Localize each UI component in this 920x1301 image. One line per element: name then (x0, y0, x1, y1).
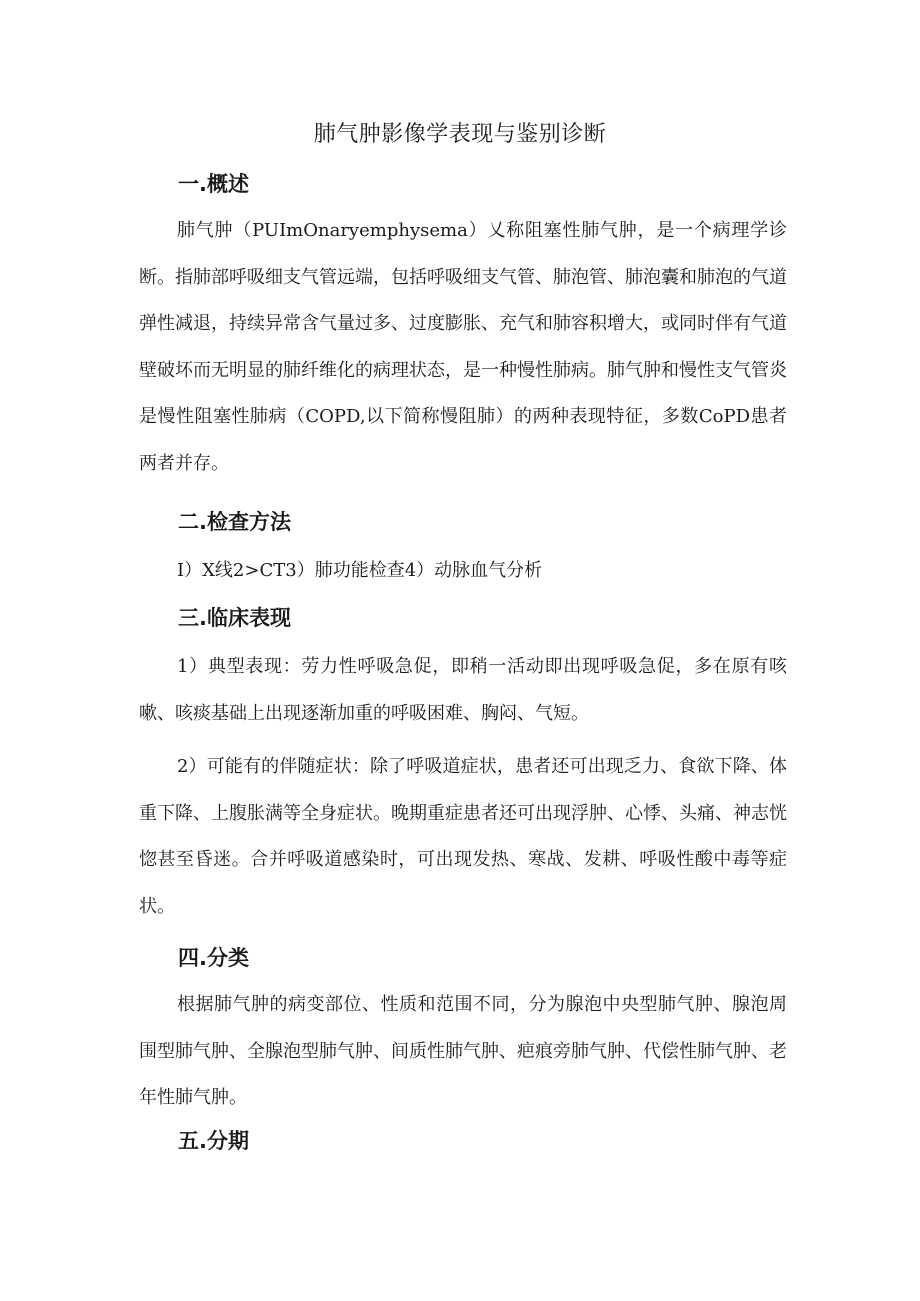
methods-paragraph: I）X线2>CT3）肺功能检查4）动脉血气分析 (177, 560, 543, 581)
section-heading-classification: 四.分类 (178, 946, 249, 970)
section-heading-clinical: 三.临床表现 (178, 606, 291, 630)
overview-paragraph: 肺气肿（PUImOnaryemphysema）乂称阻塞性肺气肿，是一个病理学诊断。指肺部呼吸细支气管远端，包括呼吸细支气管、肺泡管、肺泡囊和肺泡的气道弹性减退，持续异常含气量过多、过度膨胀、充气和肺容积增大，或同时伴有气道壁破坏而无明显的肺纤维化的病理状态，是一种慢性肺病。肺气肿和慢性支气管炎是慢性阻塞性肺病（COPD,以下简称慢阻肺）的两种表现特征，多数CoPD患者两者并存。 (139, 220, 787, 474)
clinical-paragraph-1: 1）典型表现：劳力性呼吸急促，即稍一活动即出现呼吸急促，多在原有咳嗽、咳痰基础上出现逐渐加重的呼吸困难、胸闷、气短。 (139, 656, 787, 724)
classification-paragraph: 根据肺气肿的病变部位、性质和范围不同，分为腺泡中央型肺气肿、腺泡周围型肺气肿、全腺泡型肺气肿、间质性肺气肿、疤痕旁肺气肿、代偿性肺气肿、老年性肺气肿。 (139, 994, 787, 1108)
section-heading-staging: 五.分期 (178, 1129, 249, 1153)
clinical-paragraph-2: 2）可能有的伴随症状：除了呼吸道症状，患者还可出现乏力、食欲下降、体重下降、上腹胀满等全身症状。晚期重症患者还可出现浮肿、心悸、头痛、神志恍惚甚至昏迷。合并呼吸道感染时，可出现发热、寒战、发耕、呼吸性酸中毒等症状。 (139, 756, 787, 917)
section-heading-overview: 一.概述 (178, 172, 249, 196)
section-heading-methods: 二.检查方法 (178, 510, 291, 534)
document-title: 肺气肿影像学表现与鉴别诊断 (313, 122, 607, 147)
